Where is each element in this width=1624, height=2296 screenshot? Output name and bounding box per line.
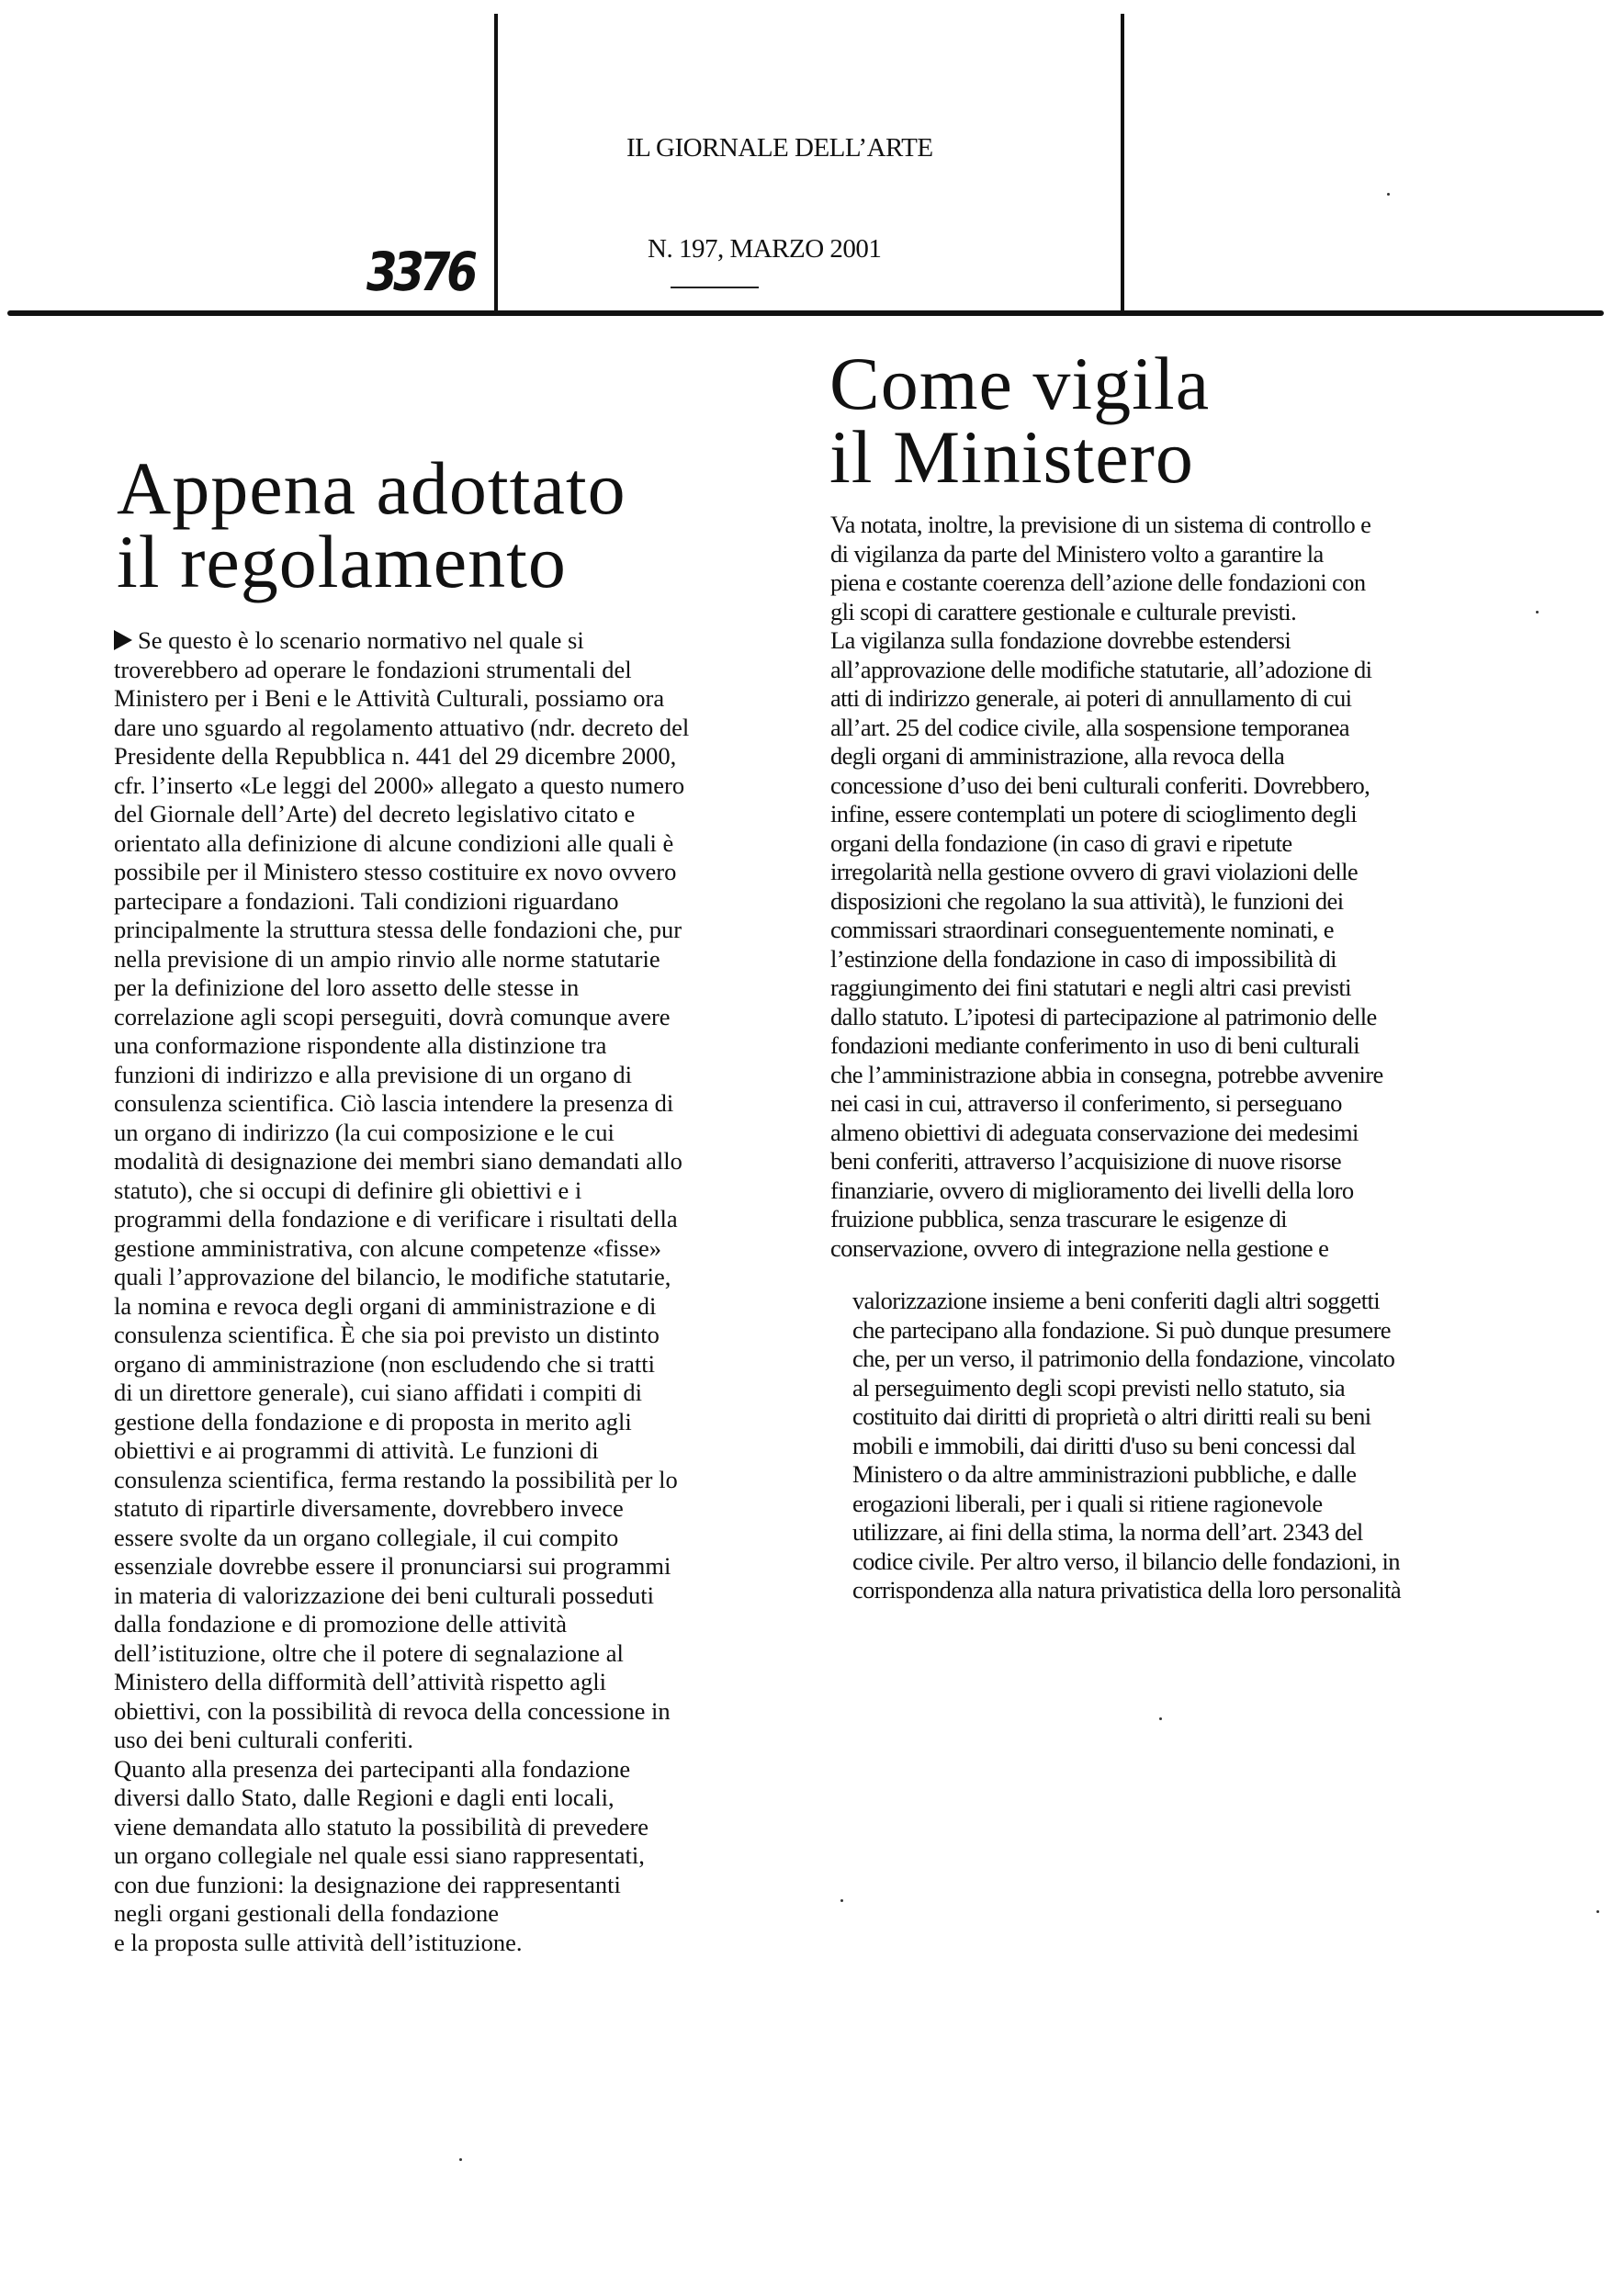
text-line	[114, 1263, 689, 1292]
text-line	[114, 1031, 689, 1061]
text-line-content: dalla fondazione e di promozione delle attività	[114, 1610, 568, 1638]
text-line	[114, 1321, 689, 1350]
text-line	[830, 1234, 1383, 1264]
text-line-content: che, per un verso, il patrimonio della fondazione, vincolato	[852, 1345, 1395, 1372]
text-line-content: dallo statuto. L’ipotesi di partecipazione al patrimonio delle	[830, 1002, 1377, 1030]
text-line	[114, 1119, 689, 1148]
text-line-content: valorizzazione insieme a beni conferiti dagli altri soggetti	[852, 1287, 1381, 1314]
text-line-content: una conformazione rispondente alla distinzione tra	[114, 1031, 607, 1059]
text-line-content: consulenza scientifica, ferma restando la possibilità per lo	[114, 1465, 678, 1493]
text-line-content: infine, essere contemplati un potere di scioglimento degli	[830, 800, 1358, 827]
text-line-content: nei casi in cui, attraverso il conferimento, si perseguano	[830, 1089, 1342, 1117]
text-line-content: concessione d’uso dei beni culturali conferiti. Dovrebbero,	[830, 771, 1370, 799]
masthead-short-rule	[671, 287, 759, 288]
text-line-content: un organo di indirizzo (la cui composizione e le cui	[114, 1118, 615, 1146]
text-line	[114, 1697, 689, 1727]
text-line	[852, 1316, 1401, 1345]
publication-name: IL GIORNALE DELL’ARTE	[626, 133, 933, 163]
text-line	[852, 1402, 1401, 1432]
text-line-content: consulenza scientifica. È che sia poi previsto un distinto	[114, 1321, 660, 1348]
text-line	[114, 1610, 689, 1639]
text-line	[852, 1287, 1401, 1316]
text-line-content: essere svolte da un organo collegiale, il cui compito	[114, 1523, 619, 1551]
text-line-content: Ministero della difformità dell’attività rispetto agli	[114, 1668, 607, 1695]
text-line	[114, 1524, 689, 1553]
text-line-content: dell’istituzione, oltre che il potere di segnalazione al	[114, 1638, 624, 1667]
text-line	[114, 1350, 689, 1379]
text-line-content: l’estinzione della fondazione in caso di impossibilità di	[830, 944, 1336, 973]
text-line	[830, 1031, 1383, 1061]
text-line-content: costituito dai diritti di proprietà o altri diritti reali su beni	[852, 1402, 1371, 1430]
text-line-content: che l’amministrazione abbia in consegna, potrebbe avvenire	[830, 1060, 1383, 1088]
text-line	[114, 1003, 689, 1032]
text-line	[852, 1576, 1401, 1605]
text-line	[114, 1089, 689, 1119]
right-article-body-part1	[830, 511, 1383, 1263]
text-line	[830, 598, 1383, 627]
text-line-content: viene demandata allo statuto la possibilità di prevedere	[114, 1812, 649, 1840]
scan-speck	[840, 1899, 843, 1902]
text-line	[852, 1374, 1401, 1403]
text-line	[114, 887, 689, 917]
text-line	[114, 1205, 689, 1234]
title-line: il regolamento	[117, 520, 567, 603]
text-line	[114, 1436, 689, 1466]
text-line	[114, 1784, 689, 1813]
text-line	[830, 800, 1383, 829]
text-line	[830, 771, 1383, 801]
text-line-content: per la definizione del loro assetto delle stesse in	[114, 974, 580, 1001]
text-line-content: nella previsione di un ampio rinvio alle norme statutarie	[114, 944, 660, 973]
text-line-content: in materia di valorizzazione dei beni culturali posseduti	[114, 1581, 654, 1609]
text-line-content: beni conferiti, attraverso l’acquisizione di nuove risorse	[830, 1147, 1342, 1175]
handwritten-archive-number: 3376	[361, 241, 478, 303]
text-line	[114, 1494, 689, 1524]
text-line	[114, 1581, 689, 1611]
text-line-content: essenziale dovrebbe essere il pronunciarsi sui programmi	[114, 1552, 671, 1580]
text-line	[114, 714, 689, 743]
title-line: il Ministero	[829, 415, 1194, 499]
text-line	[114, 684, 689, 714]
text-line	[830, 916, 1383, 945]
text-line	[114, 1408, 689, 1437]
text-line-content: all’approvazione delle modifiche statutarie, all’adozione di	[830, 655, 1372, 683]
text-line	[114, 1841, 689, 1871]
text-line-content: consulenza scientifica. Ciò lascia intendere la presenza di	[114, 1089, 674, 1117]
text-line	[830, 945, 1383, 974]
text-line-content: statuto di ripartirle diversamente, dovrebbero invece	[114, 1494, 624, 1522]
text-line-content: Ministero per i Beni e le Attività Culturali, possiamo ora	[114, 684, 665, 712]
text-line	[114, 1755, 689, 1784]
text-line-content: un organo collegiale nel quale essi siano rappresentati,	[114, 1841, 645, 1869]
text-line	[114, 1929, 689, 1958]
text-line-content: fruizione pubblica, senza trascurare le esigenze di	[830, 1205, 1287, 1232]
text-line	[114, 1871, 689, 1900]
text-line-content: correlazione agli scopi perseguiti, dovrà comunque avere	[114, 1002, 671, 1030]
text-line	[114, 858, 689, 887]
text-line	[830, 656, 1383, 685]
text-line-content: statuto), che si occupi di definire gli obiettivi e i	[114, 1176, 582, 1204]
text-line-content: erogazioni liberali, per i quali si ritiene ragionevole	[852, 1489, 1323, 1517]
text-line	[830, 1147, 1383, 1176]
text-line	[852, 1345, 1401, 1374]
text-line-content: gestione della fondazione e di proposta in merito agli	[114, 1407, 632, 1435]
text-line-content: cfr. l’inserto «Le leggi del 2000» allegato a questo numero	[114, 771, 685, 799]
text-line-content: che partecipano alla fondazione. Si può dunque presumere	[852, 1315, 1391, 1344]
text-line-content: raggiungimento dei fini statutari e negli altri casi previsti	[830, 974, 1351, 1001]
text-line-content: la nomina e revoca degli organi di amministrazione e di	[114, 1291, 657, 1320]
text-line-content: al perseguimento degli scopi previsti nello statuto, sia	[852, 1373, 1346, 1401]
text-line-content: utilizzare, ai fini della stima, la norma dell’art. 2343 del	[852, 1518, 1363, 1546]
text-line	[114, 1639, 689, 1669]
text-line-content: troverebbero ad operare le fondazioni strumentali del	[114, 655, 632, 683]
text-line-content: Va notata, inoltre, la previsione di un sistema di controllo e	[830, 511, 1371, 538]
text-line-content: fondazioni mediante conferimento in uso di beni culturali	[830, 1031, 1359, 1059]
text-line	[114, 1813, 689, 1842]
scan-speck	[1596, 1910, 1599, 1913]
text-line	[830, 1176, 1383, 1206]
text-line	[830, 742, 1383, 771]
text-line	[830, 1003, 1383, 1032]
text-line	[114, 800, 689, 829]
text-line	[114, 1899, 689, 1929]
text-line-content: Ministero o da altre amministrazioni pubbliche, e dalle	[852, 1460, 1357, 1488]
text-line-content: gestione amministrativa, con alcune competenze «fisse»	[114, 1233, 662, 1262]
text-line	[852, 1460, 1401, 1490]
text-line	[830, 887, 1383, 917]
text-line	[852, 1518, 1401, 1548]
text-line-content: codice civile. Per altro verso, il bilancio delle fondazioni, in	[852, 1547, 1400, 1575]
text-line	[852, 1432, 1401, 1461]
text-line	[830, 829, 1383, 859]
text-line-content: almeno obiettivi di adeguata conservazione dei medesimi	[830, 1118, 1359, 1146]
text-line	[114, 1379, 689, 1408]
scan-speck	[1387, 193, 1390, 196]
text-line-content: principalmente la struttura stessa delle fondazioni che, pur	[114, 916, 682, 943]
text-line-content: mobili e immobili, dai diritti d'uso su beni concessi dal	[852, 1431, 1356, 1459]
text-line	[114, 1147, 689, 1176]
text-line-content: di un direttore generale), cui siano affidati i compiti di	[114, 1379, 642, 1406]
left-article-body	[114, 626, 689, 1957]
text-line-content: programmi della fondazione e di verificare i risultati della	[114, 1205, 678, 1232]
text-line-content: commissari straordinari conseguentemente nominati, e	[830, 916, 1334, 943]
text-line-content: partecipare a fondazioni. Tali condizioni riguardano	[114, 886, 619, 915]
scan-speck	[1536, 611, 1539, 613]
text-line	[830, 511, 1383, 540]
text-line	[114, 1292, 689, 1322]
text-line-content: quali l’approvazione del bilancio, le modifiche statutarie,	[114, 1263, 671, 1290]
issue-date: N. 197, MARZO 2001	[648, 234, 882, 264]
text-line	[114, 1176, 689, 1206]
text-line	[830, 626, 1383, 656]
text-line	[114, 945, 689, 974]
text-line	[830, 1089, 1383, 1119]
text-line-content: degli organi di amministrazione, alla revoca della	[830, 742, 1285, 770]
text-line	[114, 1668, 689, 1697]
text-line-content: con due funzioni: la designazione dei rappresentanti	[114, 1870, 621, 1898]
text-line	[852, 1490, 1401, 1519]
text-line-content: diversi dallo Stato, dalle Regioni e dagli enti locali,	[114, 1784, 615, 1811]
text-line-content: modalità di designazione dei membri siano demandati allo	[114, 1147, 682, 1175]
text-line-content: uso dei beni culturali conferiti.	[114, 1726, 413, 1753]
right-article-body-part2	[852, 1287, 1401, 1605]
right-article-title	[829, 342, 1211, 499]
text-line-content: disposizioni che regolano la sua attività), le funzioni dei	[830, 886, 1344, 915]
text-line-content: del Giornale dell’Arte) del decreto legislativo citato e	[114, 800, 636, 827]
text-line	[114, 1552, 689, 1581]
header-rule	[7, 310, 1604, 316]
text-line-content: Presidente della Repubblica n. 441 del 29 dicembre 2000,	[114, 742, 677, 770]
text-line-content: di vigilanza da parte del Ministero volto a garantire la	[830, 539, 1324, 568]
masthead-divider-right	[1121, 14, 1124, 312]
text-line	[830, 1061, 1383, 1090]
text-line	[830, 974, 1383, 1003]
text-line	[830, 1119, 1383, 1148]
text-line-content: all’art. 25 del codice civile, alla sospensione temporanea	[830, 713, 1349, 741]
text-line	[830, 568, 1383, 598]
text-line-content: gli scopi di carattere gestionale e culturale previsti.	[830, 597, 1297, 625]
text-line-content: atti di indirizzo generale, ai poteri di annullamento di cui	[830, 684, 1352, 712]
text-line	[114, 1061, 689, 1090]
text-line	[830, 714, 1383, 743]
text-line	[114, 974, 689, 1003]
text-line-content: obiettivi e ai programmi di attività. Le funzioni di	[114, 1436, 599, 1464]
text-line	[114, 742, 689, 771]
masthead-divider-left	[494, 14, 498, 312]
title-line: Appena adottato	[117, 446, 626, 530]
text-line-content: negli organi gestionali della fondazione	[114, 1899, 499, 1927]
text-line	[114, 1466, 689, 1495]
text-line	[114, 1234, 689, 1264]
text-line-content: possibile per il Ministero stesso costituire ex novo ovvero	[114, 858, 677, 885]
left-article-title	[117, 446, 626, 603]
title-line: Come vigila	[829, 342, 1211, 425]
text-line	[830, 858, 1383, 887]
text-line-content: irregolarità nella gestione ovvero di gravi violazioni delle	[830, 858, 1359, 885]
text-line	[114, 829, 689, 859]
text-line	[114, 626, 689, 656]
text-line-content: dare uno sguardo al regolamento attuativo (ndr. decreto del	[114, 713, 690, 741]
scan-speck	[1159, 1717, 1162, 1720]
text-line	[830, 540, 1383, 569]
text-line	[114, 916, 689, 945]
text-line-content: organo di amministrazione (non escludendo che si tratti	[114, 1349, 655, 1378]
text-line-content: Se questo è lo scenario normativo nel quale si	[138, 626, 584, 654]
text-line	[114, 1726, 689, 1755]
text-line-content: e la proposta sulle attività dell’istituzione.	[114, 1928, 523, 1956]
text-line	[852, 1548, 1401, 1577]
text-line-content: piena e costante coerenza dell’azione delle fondazioni con	[830, 568, 1366, 596]
text-line	[830, 684, 1383, 714]
text-line-content: finanziarie, ovvero di miglioramento dei livelli della loro	[830, 1176, 1354, 1204]
text-line	[114, 656, 689, 685]
text-line-content: orientato alla definizione di alcune condizioni alle quali è	[114, 828, 674, 857]
text-line-content: corrispondenza alla natura privatistica della loro personalità	[852, 1576, 1402, 1604]
text-line-content: Quanto alla presenza dei partecipanti alla fondazione	[114, 1754, 631, 1783]
text-line-content: conservazione, ovvero di integrazione nella gestione e	[830, 1233, 1329, 1262]
text-line-content: organi della fondazione (in caso di gravi e ripetute	[830, 828, 1292, 857]
section-arrow-icon	[114, 630, 132, 650]
text-line	[830, 1205, 1383, 1234]
text-line-content: La vigilanza sulla fondazione dovrebbe estendersi	[830, 626, 1291, 654]
scan-speck	[459, 2158, 462, 2161]
text-line-content: obiettivi, con la possibilità di revoca della concessione in	[114, 1696, 671, 1725]
text-line	[114, 771, 689, 801]
text-line-content: funzioni di indirizzo e alla previsione di un organo di	[114, 1060, 632, 1088]
